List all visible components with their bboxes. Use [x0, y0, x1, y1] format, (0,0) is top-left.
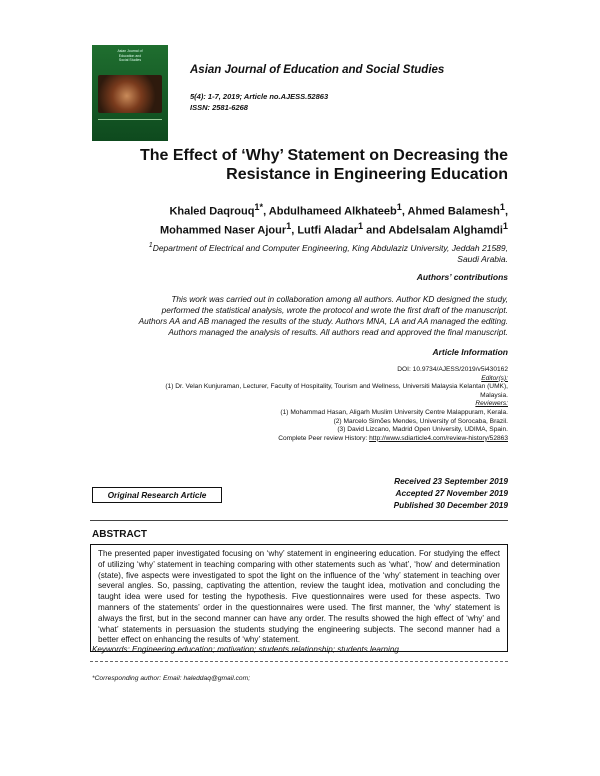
- footnote-divider: [90, 661, 508, 662]
- doi: DOI: 10.9734/AJESS/2019/v5i430162: [397, 366, 508, 373]
- corresponding-author: *Corresponding author: Email: haleddaq@gmail.com;: [92, 675, 251, 682]
- paper-title: The Effect of ‘Why’ Statement on Decreasing the Resistance in Engineering Education: [139, 147, 508, 183]
- cover-title: Asian Journal of Education and Social Studies: [117, 49, 143, 62]
- cover-footer: [98, 119, 162, 134]
- article-info-heading: Article Information: [432, 347, 508, 357]
- keywords: Keywords: Engineering education; motivation; students relationship; students learning.: [92, 645, 402, 654]
- journal-name: Asian Journal of Education and Social Studies: [190, 64, 445, 76]
- publication-dates: Received 23 September 2019 Accepted 27 November 2019 Published 30 December 2019: [393, 476, 508, 510]
- contributions-text: This work was carried out in collaboration among all authors. Author KD designed the study, performed the statistical analysis, wrote the protocol and wrote the first draft of the manuscript. Authors AA and AB managed the results of the study. Authors MNA, LA and AA managed the editing. Authors managed the analysis of results. All authors read and approved the final manuscript.: [138, 294, 508, 337]
- authors-line-2: Mohammed Naser Ajour$^1$, Lutfi Aladar$^1$ and Abdelsalam Alghamdi$^1$: [159, 220, 508, 237]
- article-type-badge: Original Research Article: [92, 487, 222, 503]
- review-history-link[interactable]: http://www.sdiarticle4.com/review-history/52863: [369, 434, 508, 442]
- journal-cover-image: [92, 45, 168, 141]
- editors-label: Editor(s):: [481, 374, 508, 382]
- authors-line-1: Khaled Daqrouq$^{1*}$, Abdulhameed Alkhateeb$^1$, Ahmed Balamesh$^1$,: [169, 202, 508, 218]
- contributions-heading: Authors’ contributions: [416, 272, 508, 282]
- volume-info: 5(4): 1-7, 2019; Article no.AJESS.52863: [190, 92, 329, 101]
- article-info: DOI: 10.9734/AJESS/2019/v5i430162 Editor(s): (1) Dr. Velan Kunjuraman, Lecturer, Faculty of Hospitality, Tourism and Wellness, Universiti Malaysia Kelantan (UMK), Malaysia. Reviewers: (1) Mohammad Hasan, Aligarh Muslim University Centre Malappuram, Kerala. (2) Marcelo Simões Mendes, University of Sorocaba, Brazil. (3) David Lizcano, Madrid Open University, UDIMA, Spain. Complete Peer review History: http://www.sdiarticle4.com/review-history/52863: [90, 366, 508, 443]
- reviewers-label: Reviewers:: [475, 400, 508, 408]
- issn: ISSN: 2581-6268: [190, 103, 248, 112]
- abstract-text: The presented paper investigated focusing on ‘why’ statement in engineering education. For studying the effect of utilizing ‘why’ statement in teaching comparing with other statements such as ‘what’, ‘how’ and determination (state), five aspects were investigated to spot the light on the influence of the ‘why’ statement in teaching over several angles. So, passing, captivating the attention, review the taught idea, motivation and concluding the taught idea were used for testing the hypothesis. Five questionnaires were used for these aspects. Two manners of the statements’ order in the questionnaires were used. The first manner, the ‘why’ statement is always the first, but in the second manner can have any order. The results showed the high effect of ‘why’ and ‘what’ statements in persuasion the students studying the engineering subjects. The second manner had a better effect on enhancing the results of ‘why’ statement.: [90, 544, 508, 652]
- cover-art: [98, 75, 162, 113]
- abstract-heading: ABSTRACT: [92, 529, 147, 540]
- affiliation: $^1$Department of Electrical and Computer Engineering, King Abdulaziz University, Jeddah 21589, Saudi Arabia.: [148, 241, 508, 264]
- authors: [90, 200, 508, 237]
- divider: [90, 520, 508, 521]
